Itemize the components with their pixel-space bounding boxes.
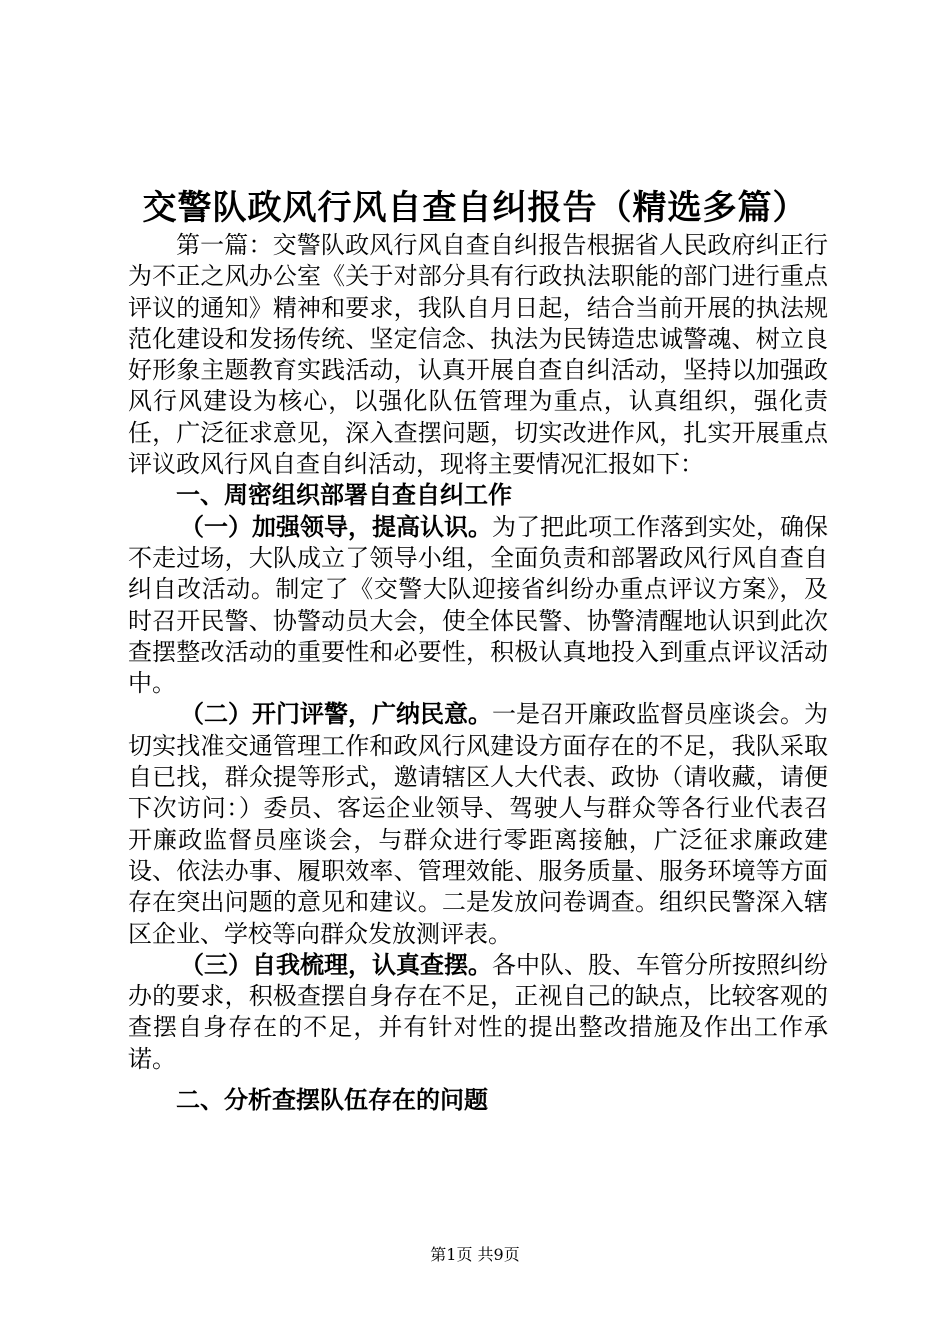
subsection-text-2: 一是召开廉政监督员座谈会。为切实找准交通管理工作和政风行风建设方面存在的不足，我队采取自已找，群众提等形式，邀请辖区人大代表、政协（请收藏，请便下次访问：）委员、客运企业领导、驾驶人与群众等各行业代表召开廉政监督员座谈会，与群众进行零距离接触，广泛征求廉政建设、依法办事、履职效率、管理效能、服务质量、服务环境等方面存在突出问题的意见和建议。二是发放问卷调查。组织民警深入辖区企业、学校等向群众发放测评表。 [128,700,828,948]
intro-paragraph: 第一篇：交警队政风行风自查自纠报告根据省人民政府纠正行为不正之风办公室《关于对部分具有行政执法职能的部门进行重点评议的通知》精神和要求，我队自月日起，结合当前开展的执法规范化建设和发扬传统、坚定信念、执法为民铸造忠诚警魂、树立良好形象主题教育实践活动，认真开展自查自纠活动，坚持以加强政风行风建设为核心，以强化队伍管理为重点，认真组织，强化责任，广泛征求意见，深入查摆问题，切实改进作风，扎实开展重点评议政风行风自查自纠活动，现将主要情况汇报如下： [128,231,828,479]
subsection-paragraph-2 [128,699,828,949]
subsection-paragraph-1 [128,512,828,700]
subsection-text-3: 各中队、股、车管分所按照纠纷办的要求，积极查摆自身存在不足，正视自己的缺点，比较客观的查摆自身存在的不足，并有针对性的提出整改措施及作出工作承诺。 [128,950,828,1073]
document-body [128,230,828,1116]
subsection-paragraph-3 [128,950,828,1075]
document-title: 交警队政风行风自查自纠报告（精选多篇） [142,188,808,228]
subsection-heading-3: （三）自我梳理，认真查摆。 [180,950,492,979]
subsection-text-1: 为了把此项工作落到实处，确保不走过场，大队成立了领导小组，全面负责和部署政风行风自查自纠自改活动。制定了《交警大队迎接省纠纷办重点评议方案》，及时召开民警、协警动员大会，使全体民警、协警清醒地认识到此次查摆整改活动的重要性和必要性，积极认真地投入到重点评议活动中。 [128,512,828,698]
section-heading-1: 一、周密组织部署自查自纠工作 [176,481,512,510]
subsection-heading-1: （一）加强领导，提高认识。 [180,512,492,541]
section-heading-2: 二、分析查摆队伍存在的问题 [176,1086,488,1115]
page-footer: 第1页 共9页 [430,1245,520,1264]
subsection-heading-2: （二）开门评警，广纳民意。 [180,700,492,729]
